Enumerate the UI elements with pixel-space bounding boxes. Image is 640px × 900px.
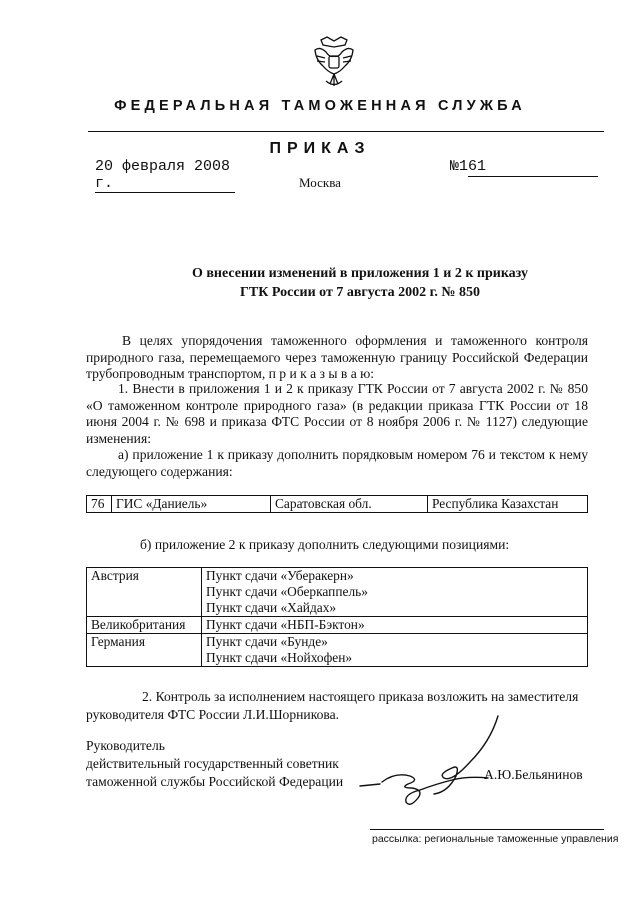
signatory-name: А.Ю.Бельянинов: [484, 767, 583, 782]
item-2-paragraph: 2. Контроль за исполнением настоящего приказа возложить на заместителя руководителя ФТС России Л.И.Шорникова.: [86, 689, 579, 722]
item-1b-paragraph: б) приложение 2 к приказу дополнить следующими позициями:: [140, 537, 510, 552]
double-headed-eagle-emblem-icon: [312, 36, 356, 88]
intro-paragraph: В целях упорядочения таможенного оформления и таможенного контроля природного газа, перемещаемого через таможенную границу Российской Федерации трубопроводным транспортом, п р и к а з ы в а ю:: [86, 333, 588, 382]
signatory-line-2: действительный государственный советник: [86, 756, 339, 771]
table-row: [87, 568, 588, 617]
appendix-2-table: [86, 567, 588, 667]
heading-line-1: О внесении изменений в приложения 1 и 2 к приказу: [191, 266, 529, 281]
order-number: №161: [450, 158, 487, 175]
table1-country: Республика Казахстан: [428, 496, 588, 513]
document-type: ПРИКАЗ: [269, 140, 371, 157]
item-1-paragraph: 1. Внести в приложения 1 и 2 к приказу ГТК России от 7 августа 2002 г. № 850 «О таможенном контроле природного газа» (в редакции приказа ГТК России от 18 июня 2004 г. № 698 и приказа ФТС России от 8 ноября 2006 г. № 1127) следующие изменения:: [86, 381, 588, 446]
table-row: [87, 496, 588, 513]
header-divider: [88, 131, 604, 132]
table1-number: 76: [87, 496, 112, 513]
table2-points: [202, 568, 588, 617]
signatory-title: [86, 737, 343, 791]
document-heading: [0, 264, 640, 302]
table2-point: Пункт сдачи «Бунде»: [206, 634, 328, 649]
order-date: 20 февраля 2008 г.: [95, 158, 235, 193]
table2-country: Великобритания: [87, 617, 202, 634]
table2-point: Пункт сдачи «Хайдах»: [206, 600, 337, 615]
table2-point: Пункт сдачи «НБП-Бэктон»: [206, 617, 365, 632]
handwritten-signature: [340, 712, 510, 812]
table2-point: Пункт сдачи «Уберакерн»: [206, 568, 354, 583]
table2-country: Австрия: [87, 568, 202, 617]
table1-name: ГИС «Даниель»: [112, 496, 271, 513]
table1-region: Саратовская обл.: [271, 496, 428, 513]
city: Москва: [299, 175, 341, 190]
agency-name: ФЕДЕРАЛЬНАЯ ТАМОЖЕННАЯ СЛУЖБА: [114, 98, 526, 114]
table-row: [87, 634, 588, 667]
table2-country: Германия: [87, 634, 202, 667]
table2-points: [202, 634, 588, 667]
appendix-1-table: [86, 495, 588, 513]
signatory-line-3: таможенной службы Российской Федерации: [86, 774, 344, 789]
table2-point: Пункт сдачи «Нойхофен»: [206, 650, 353, 665]
table2-points: [202, 617, 588, 634]
table2-point: Пункт сдачи «Оберкаппель»: [206, 584, 368, 599]
heading-line-2: ГТК России от 7 августа 2002 г. № 850: [240, 285, 480, 300]
signatory-line-1: Руководитель: [86, 738, 165, 753]
item-1a-paragraph: а) приложение 1 к приказу дополнить порядковым номером 76 и текстом к нему следующего содержания:: [86, 447, 588, 479]
footer-divider: [370, 829, 604, 830]
distribution-list: рассылка: региональные таможенные управления: [372, 833, 619, 845]
table-row: [87, 617, 588, 634]
